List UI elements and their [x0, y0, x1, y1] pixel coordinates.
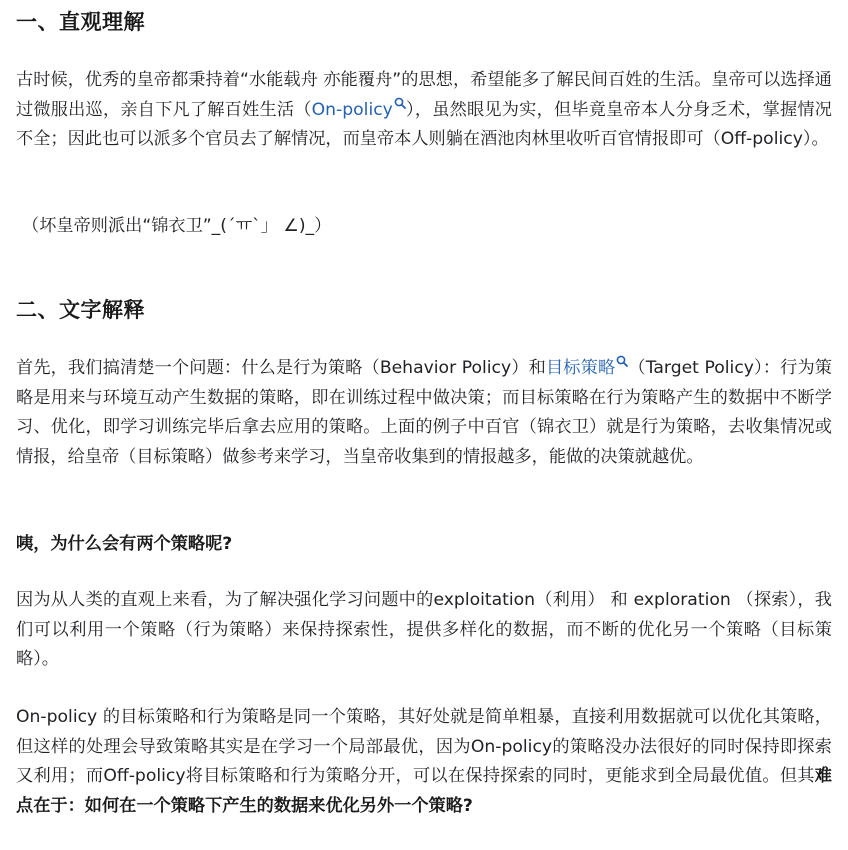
paragraph-text: On-policy 的目标策略和行为策略是同一个策略，其好处就是简单粗暴，直接利用数据就可以优化其策略，但这样的处理会导致策略其实是在学习一个局部最优，因为On-policy的策略没办法很好的同时保持即探索又利用；而Off-policy将目标策略和行为策略分开，可以在保持探索的同时，更能求到全局最优值。但其	[16, 707, 832, 786]
section-heading-intuitive: 一、直观理解	[16, 10, 145, 34]
paragraph-text: ），虽然眼见为实，但毕竟皇帝本人分身乏术，掌握情况不全；因此也可以派多个官员去了解情况，而皇帝本人则躺在酒池肉林里收听百官情报即可（Off-policy）。	[16, 99, 832, 149]
paragraph-policy-definition	[16, 354, 832, 472]
paragraph-emperor-story	[16, 66, 832, 155]
paragraph-text: 古时候，优秀的皇帝都秉持着“水能载舟 亦能覆舟”的思想，希望能多了解民间百姓的生活。皇帝可以选择通过微服出巡，亲自下凡了解百姓生活（	[16, 70, 832, 120]
paragraph-on-off-policy	[16, 703, 832, 821]
paragraph-text: （Target Policy）：行为策略是用来与环境互动产生数据的策略，即在训练过程中做决策；而目标策略在行为策略产生的数据中不断学习、优化，即学习训练完毕后拿去应用的策略。上面的例子中百官（锦衣卫）就是行为策略，去收集情况或情报，给皇帝（目标策略）做参考来学习，当皇帝收集到的情报越多，能做的决策就越优。	[16, 358, 832, 467]
difficulty-emphasis: 难点在于：如何在一个策略下产生的数据来优化另外一个策略?	[16, 766, 832, 816]
search-icon	[616, 355, 628, 367]
question-heading: 咦，为什么会有两个策略呢?	[16, 534, 233, 554]
paragraph-exploration: 因为从人类的直观上来看，为了解决强化学习问题中的exploitation（利用） 和 exploration （探索），我们可以利用一个策略（行为策略）来保持探索性，提供多样化的数据，而不断的优化另一个策略（目标策略）。	[16, 590, 832, 669]
target-policy-link[interactable]: 目标策略	[546, 358, 628, 378]
section-heading-text-explanation: 二、文字解释	[16, 298, 145, 322]
paragraph-text: 首先，我们搞清楚一个问题：什么是行为策略（Behavior Policy）和	[16, 358, 546, 378]
on-policy-link[interactable]: On-policy	[312, 100, 406, 120]
paragraph-bad-emperor: （坏皇帝则派出“锦衣卫”_(´ㅠ`」 ∠)_）	[22, 216, 332, 236]
search-icon	[394, 97, 406, 109]
